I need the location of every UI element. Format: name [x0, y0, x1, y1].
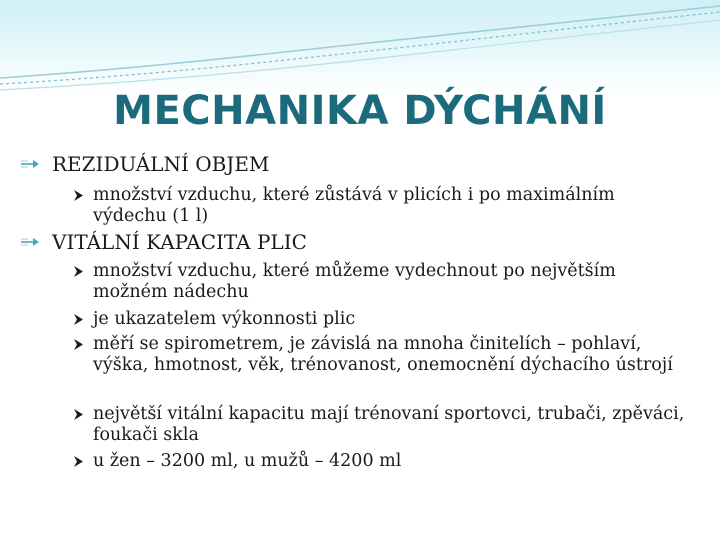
- section-heading-reziduální-objem: [52, 153, 269, 175]
- list-item-text: množství vzduchu, které můžeme vydechnout po největším možném nádechu: [93, 261, 616, 302]
- list-item: [93, 334, 685, 376]
- list-item-text: je ukazatelem výkonnosti plic: [93, 309, 356, 329]
- list-item-text: měří se spirometrem, je závislá na mnoha činitelích – pohlaví, výška, hmotnost, věk, trénovanost, onemocnění dýchacího ústrojí: [93, 334, 673, 375]
- list-item: [93, 185, 685, 227]
- list-item: [93, 309, 685, 330]
- arrow-icon: [20, 158, 44, 170]
- list-item: [93, 404, 685, 446]
- list-item: [93, 451, 685, 472]
- list-item-text: u žen – 3200 ml, u mužů – 4200 ml: [93, 451, 402, 471]
- section-heading-vitální-kapacita: [52, 231, 307, 253]
- chevron-right-icon: [73, 265, 84, 278]
- arrow-icon: [20, 236, 44, 248]
- list-item-text: množství vzduchu, které zůstává v plicích i po maximálním výdechu (1 l): [93, 185, 615, 226]
- list-item: [93, 261, 685, 303]
- list-item-text: největší vitální kapacitu mají trénovaní sportovci, trubači, zpěváci, foukači skla: [93, 404, 685, 445]
- chevron-right-icon: [73, 189, 84, 202]
- section-heading-label: REZIDUÁLNÍ OBJEM: [52, 152, 270, 176]
- chevron-right-icon: [73, 408, 84, 421]
- chevron-right-icon: [73, 338, 84, 351]
- slide-title: MECHANIKA DÝCHÁNÍ: [113, 88, 607, 134]
- chevron-right-icon: [73, 313, 84, 326]
- chevron-right-icon: [73, 455, 84, 468]
- decorative-waves: [0, 0, 720, 100]
- section-heading-label: VITÁLNÍ KAPACITA PLIC: [52, 230, 307, 254]
